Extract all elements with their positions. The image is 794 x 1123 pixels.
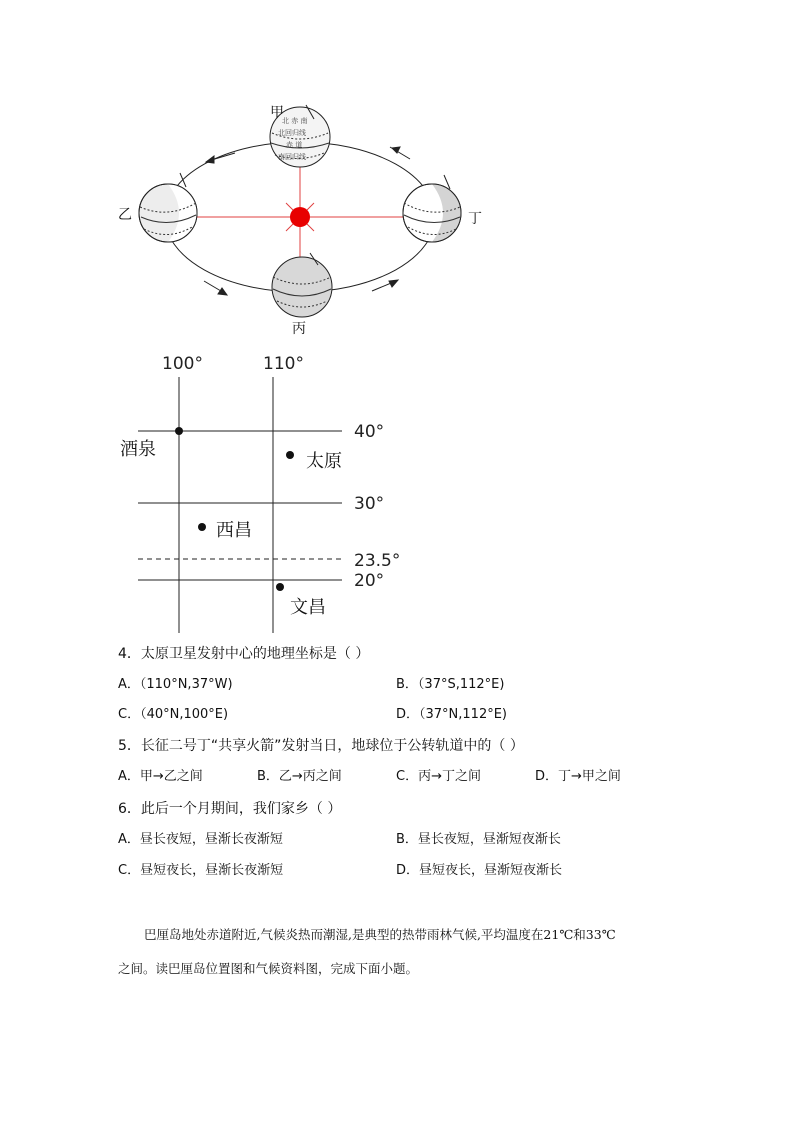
earth-orbit-diagram: [110, 95, 500, 340]
question-4-option-a[interactable]: A．（110°N,37°W): [118, 677, 233, 692]
question-4-stem: 4．太原卫星发射中心的地理坐标是（ ）: [118, 646, 370, 662]
label-ding: 丁: [468, 211, 482, 227]
place-taiyuan: 太原: [306, 451, 342, 472]
lon-label-110: 110°: [263, 354, 304, 374]
sun-icon: [286, 203, 314, 231]
question-5-option-d[interactable]: D．丁→甲之间: [535, 769, 621, 784]
lat-label-20: 20°: [354, 571, 385, 591]
question-6-option-c[interactable]: C．昼短夜长，昼渐长夜渐短: [118, 863, 284, 878]
lon-label-100: 100°: [162, 354, 203, 374]
place-wenchang: 文昌: [290, 597, 326, 618]
question-6-option-a[interactable]: A．昼长夜短，昼渐长夜渐短: [118, 832, 283, 847]
question-4-option-c[interactable]: C．（40°N,100°E): [118, 707, 229, 722]
place-jiuquan: 酒泉: [120, 439, 156, 460]
question-6-option-b[interactable]: B．昼长夜短，昼渐短夜渐长: [396, 832, 561, 847]
globe-text-2: 北回归线: [278, 129, 306, 137]
question-5-stem: 5．长征二号丁“共享火箭”发射当日，地球位于公转轨道中的（ ）: [118, 738, 524, 754]
lat-label-40: 40°: [354, 422, 385, 442]
passage-line-1: [118, 918, 678, 952]
jiuquan-dot: [175, 427, 183, 435]
globe-text-3: 赤 道: [286, 141, 303, 149]
globe-ding: [403, 175, 461, 242]
lat-label-23-5: 23.5°: [354, 551, 401, 571]
passage-line-1-text: 巴厘岛地处赤道附近,气候炎热而潮湿,是典型的热带雨林气候,平均温度在21℃和33℃: [144, 927, 616, 942]
taiyuan-dot: [286, 451, 294, 459]
label-jia: 甲: [270, 105, 284, 121]
reading-passage: [118, 918, 678, 986]
globe-text-4: 南回归线: [278, 153, 306, 161]
place-xichang: 西昌: [216, 520, 252, 541]
xichang-dot: [198, 523, 206, 531]
question-6-option-d[interactable]: D．昼短夜长，昼渐短夜渐长: [396, 863, 563, 878]
globe-bing: [272, 253, 332, 317]
globe-text-1: 北 赤 南: [282, 117, 308, 125]
lat-lon-grid-map: [110, 345, 410, 635]
label-yi: 乙: [118, 207, 132, 223]
question-5-option-a[interactable]: A．甲→乙之间: [118, 769, 203, 784]
passage-line-2: 之间。读巴厘岛位置图和气候资料图，完成下面小题。: [118, 961, 419, 976]
wenchang-dot: [276, 583, 284, 591]
question-5-option-c[interactable]: C．丙→丁之间: [396, 769, 481, 784]
globe-yi: [139, 173, 197, 242]
label-bing: 丙: [292, 321, 306, 337]
question-5-option-b[interactable]: B．乙→丙之间: [257, 769, 342, 784]
question-4-option-d[interactable]: D．（37°N,112°E): [396, 707, 508, 722]
lat-label-30: 30°: [354, 494, 385, 514]
question-6-stem: 6．此后一个月期间，我们家乡（ ）: [118, 801, 342, 817]
question-4-option-b[interactable]: B．（37°S,112°E): [396, 677, 505, 692]
